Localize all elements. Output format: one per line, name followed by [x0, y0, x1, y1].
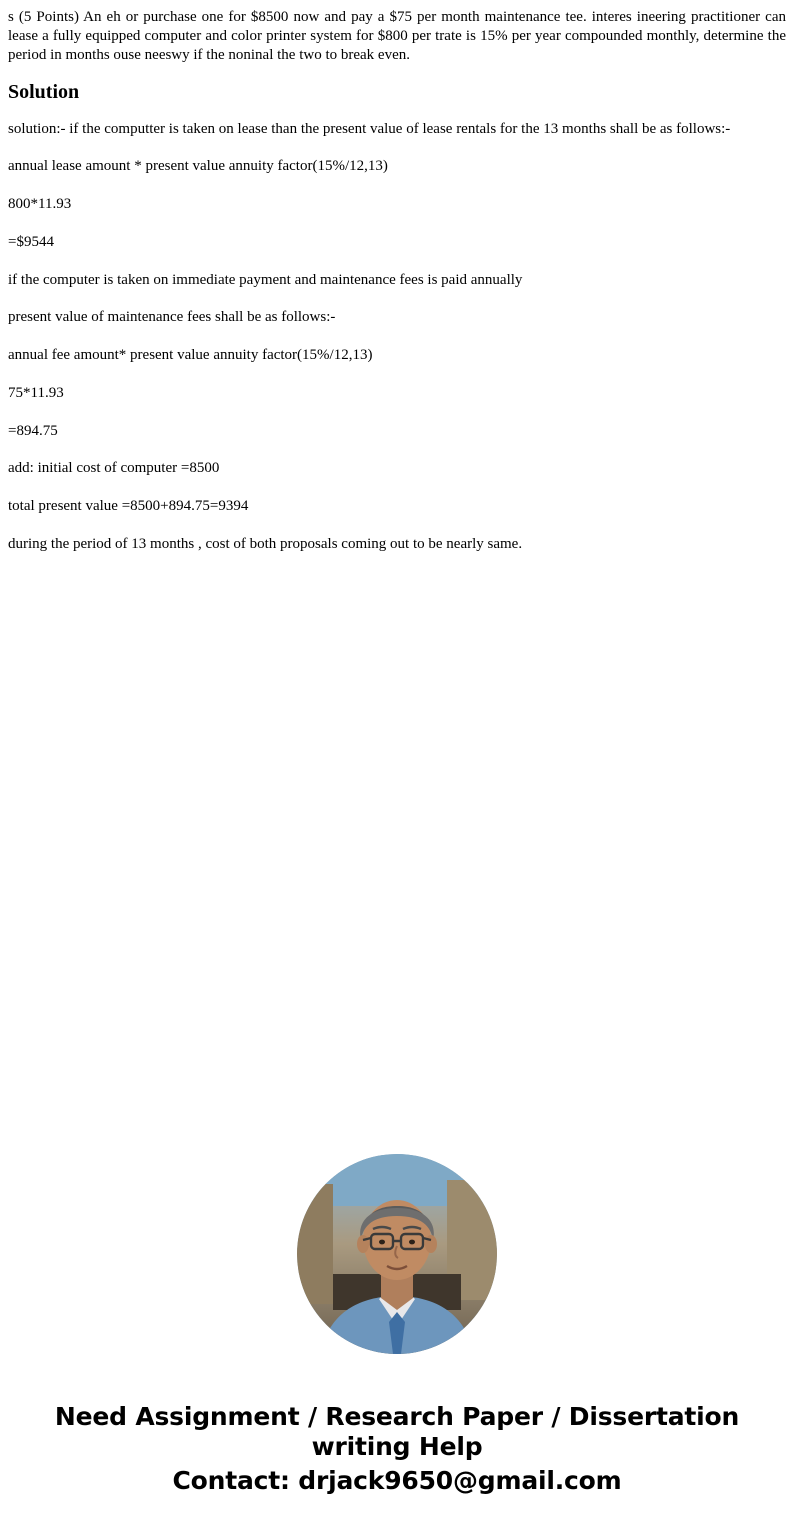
- promo-headline: [8, 1402, 786, 1462]
- solution-line: if the computer is taken on immediate payment and maintenance fees is paid annually: [8, 271, 523, 288]
- solution-line: =$9544: [8, 233, 54, 250]
- solution-heading: Solution: [8, 80, 80, 103]
- solution-line: add: initial cost of computer =8500: [8, 460, 220, 477]
- promo-headline-line-2: writing Help: [311, 1431, 483, 1461]
- solution-line: annual fee amount* present value annuity factor(15%/12,13): [8, 347, 373, 364]
- solution-line: during the period of 13 months , cost of both proposals coming out to be nearly same.: [8, 535, 523, 552]
- solution-line: present value of maintenance fees shall be as follows:-: [8, 309, 336, 326]
- solution-line: total present value =8500+894.75=9394: [8, 498, 249, 515]
- promo-headline-line-1: Need Assignment / Research Paper / Dissertation: [54, 1401, 740, 1431]
- promo-footer: [8, 1154, 786, 1516]
- solution-line: =894.75: [8, 422, 58, 439]
- avatar: [297, 1154, 497, 1354]
- solution-line: 800*11.93: [8, 196, 72, 213]
- solution-line: annual lease amount * present value annuity factor(15%/12,13): [8, 158, 388, 175]
- promo-contact: Contact: drjack9650@gmail.com: [172, 1465, 622, 1495]
- solution-line: solution:- if the computter is taken on lease than the present value of lease rentals for the 13 months shall be as follows:-: [8, 120, 731, 137]
- solution-line: 75*11.93: [8, 384, 64, 401]
- question-text: s (5 Points) An eh or purchase one for $8500 now and pay a $75 per month maintenance tee. interes ineering practitioner can lease a fully equipped computer and color printer system for $800 per trate is 15% per year compounded monthly, determine the period in months ouse neeswy if the noninal the two to break even.: [8, 9, 786, 64]
